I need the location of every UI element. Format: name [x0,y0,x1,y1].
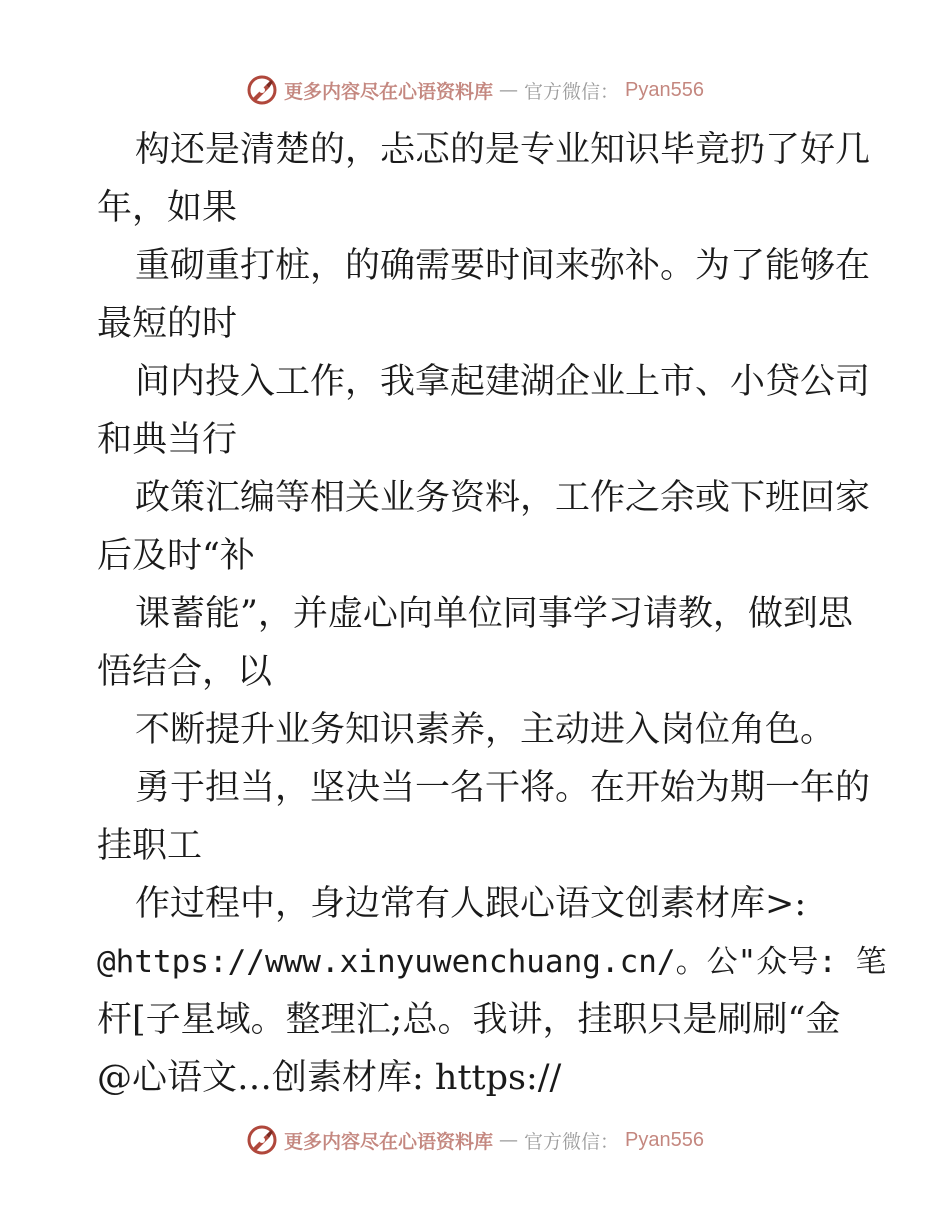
body-line-9: 课蓄能”，并虚心向单位同事学习请教，做到思 [135,594,853,634]
footer-brand-text: 更多内容尽在心语资料库 [284,1130,494,1153]
body-line-3: 重砌重打桩，的确需要时间来弥补。为了能够在 [135,246,871,286]
body-line-13: 挂职工 [97,826,203,866]
brand-logo-icon [246,1124,278,1156]
header-wechat-id: Pyan556 [625,78,704,101]
body-line-5: 间内投入工作，我拿起建湖企业上市、小贷公司 [135,362,871,402]
body-line-7: 政策汇编等相关业务资料，工作之余或下班回家 [135,478,871,518]
footer-wechat-id: Pyan556 [625,1128,704,1151]
header-separator: — [499,79,519,101]
header-banner-inner [246,74,704,106]
document-body [97,121,887,1107]
body-line-4: 最短的时 [97,304,238,344]
footer-separator: — [499,1129,519,1151]
body-line-14: 作过程中，身边常有人跟心语文创素材库>: [135,884,807,924]
body-line-1: 构还是清楚的，忐忑的是专业知识毕竟扔了好几 [135,130,871,170]
footer-banner [0,1120,950,1160]
header-wechat-label: 官方微信： [524,80,620,103]
body-line-8: 后及时“补 [97,536,255,576]
body-line-11: 不断提升业务知识素养，主动进入岗位角色。 [135,710,836,750]
body-line-15: @https://www.xinyuwenchuang.cn/。公"众号: 笔 [97,944,887,980]
header-banner [0,70,950,110]
footer-wechat-label: 官方微信： [524,1130,620,1153]
body-line-16: 杆[子星域。整理汇;总。我讲，挂职只是刷刷“金 [97,1000,841,1040]
footer-banner-inner [246,1124,704,1156]
body-line-6: 和典当行 [97,420,238,460]
body-line-2: 年，如果 [97,188,238,228]
brand-logo-icon [246,74,278,106]
body-line-10: 悟结合，以 [97,652,273,692]
body-line-12: 勇于担当，坚决当一名干将。在开始为期一年的 [135,768,871,808]
body-line-17: @心语文…创素材库: https:// [97,1058,562,1098]
header-brand-text: 更多内容尽在心语资料库 [284,80,494,103]
